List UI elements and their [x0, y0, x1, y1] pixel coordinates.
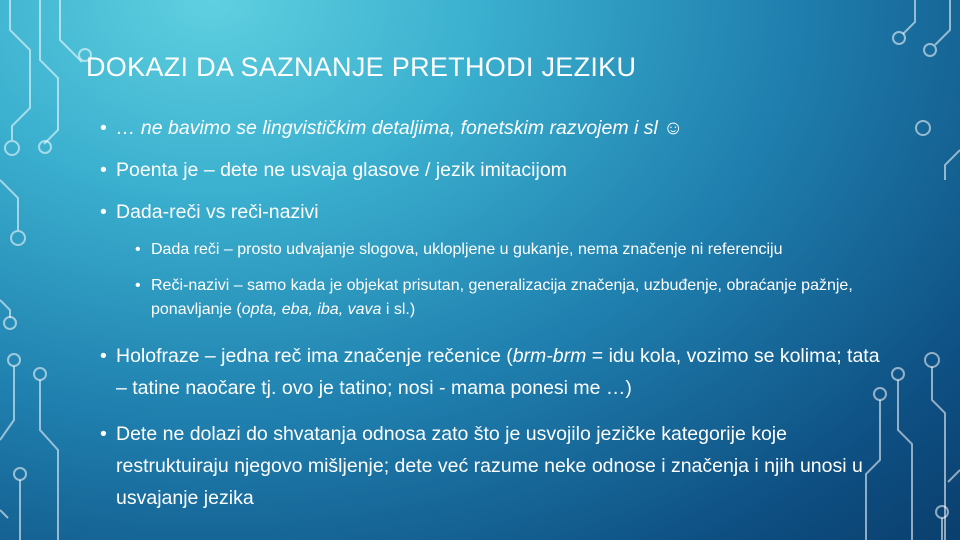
bullet-3	[100, 196, 880, 228]
bullet-list	[100, 112, 880, 524]
sub-bullet-1-text: Dada reči – prosto udvajanje slogova, uklopljene u gukanje, nema značenje ni referenciju	[151, 241, 783, 258]
bullet-2	[100, 154, 880, 186]
bullet-5	[100, 418, 880, 514]
bullet-2-text: Poenta je – dete ne usvaja glasove / jezik imitacijom	[116, 159, 567, 181]
sub-bullet-2-text-a: Reči-nazivi – samo kada je objekat prisutan, generalizacija značenja, uzbuđenje, obraćanje pažnje, ponavljanje (	[151, 277, 853, 318]
sub-bullet-2-text-b: i sl.)	[381, 301, 416, 318]
sub-bullet-1	[135, 238, 880, 262]
bullet-4	[100, 340, 880, 404]
bullet-1-text: … ne bavimo se lingvističkim detaljima, fonetskim razvojem i sl ☺	[116, 117, 684, 139]
sub-bullet-2	[135, 274, 880, 322]
bullet-4-text-b: = idu kola, vozimo se kolima; tata – tatine naočare tj. ovo je tatino; nosi - mama ponesi me …)	[116, 345, 880, 399]
bullet-5-text: Dete ne dolazi do shvatanja odnosa zato što je usvojilo jezičke kategorije koje restruktuiraju njegovo mišljenje; dete već razume neke odnose i značenja i njih unosi u usvajanje jezika	[116, 423, 863, 509]
sub-bullet-2-examples: opta, eba, iba, vava	[241, 301, 382, 318]
bullet-3-text: Dada-reči vs reči-nazivi	[116, 201, 319, 223]
slide-title: DOKAZI DA SAZNANJE PRETHODI JEZIKU	[86, 52, 637, 82]
bullet-4-text-a: Holofraze – jedna reč ima značenje rečenice (	[116, 345, 513, 367]
bullet-1	[100, 112, 880, 144]
bullet-4-example: brm-brm	[512, 345, 587, 367]
